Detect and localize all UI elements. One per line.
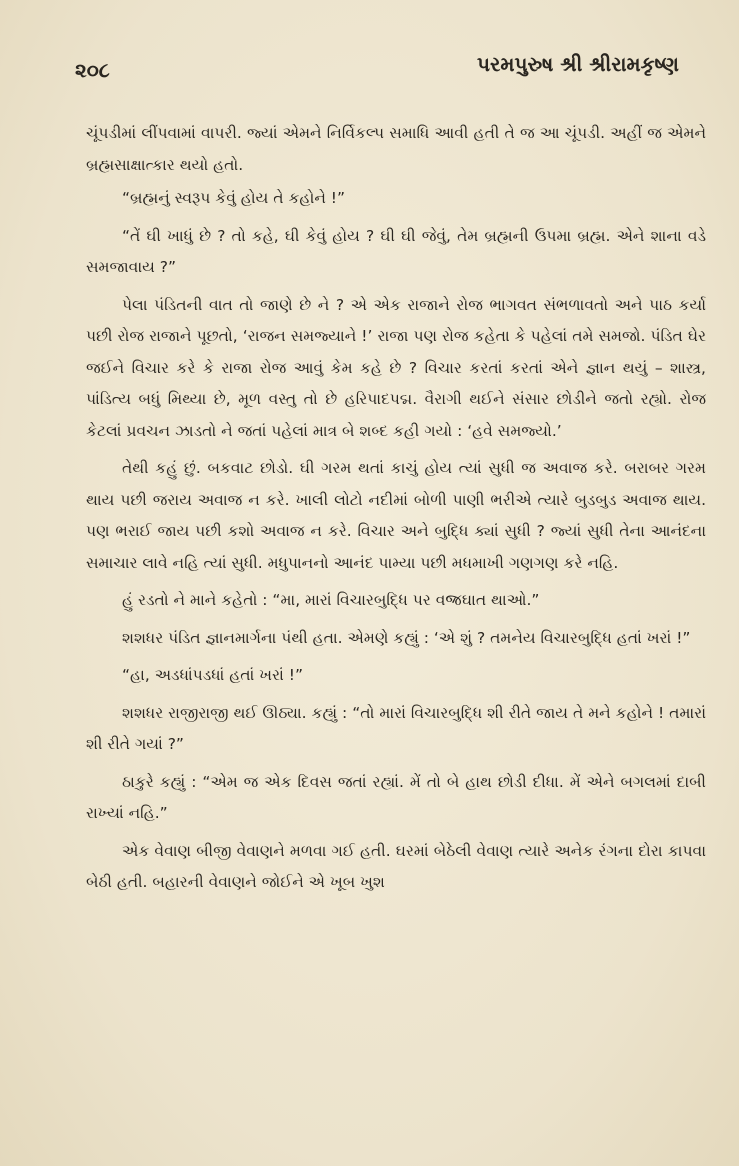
page-number: ૨૦૮: [75, 58, 110, 82]
paragraph: શશધર પંડિત જ્ઞાનમાર્ગના પંથી હતા. એમણે કહ્યું : ‘એ શું ? તમનેય વિચારબુદ્ધિ હતાં ખરાં !”: [122, 628, 691, 647]
body-text: [86, 118, 706, 905]
paragraph: એક વેવાણ બીજી વેવાણને મળવા ગઈ હતી. ઘરમાં બેઠેલી વેવાણ ત્યારે અનેક રંગના દોરા કાપવા બેઠી હતી. બહારની વેવાણને જોઈને એ ખૂબ ખુશ: [86, 841, 706, 891]
paragraph: ચૂંપડીમાં લીંપવામાં વાપરી. જ્યાં એમને નિર્વિકલ્પ સમાધિ આવી હતી તે જ આ ચૂંપડી. અહીં જ એમને બ્રહ્મસાક્ષાત્કાર થયો હતો.: [86, 124, 706, 174]
paragraph: ઠાકુરે કહ્યું : “એમ જ એક દિવસ જતાં રહ્યાં. મેં તો બે હાથ છોડી દીધા. મેં એને બગલમાં દાબી રાખ્યાં નહિ.”: [86, 772, 706, 822]
paragraph: “હા, અડધાંપડધાં હતાં ખરાં !”: [122, 666, 303, 684]
paragraph: પેલા પંડિતની વાત તો જાણે છે ને ? એ એક રાજાને રોજ ભાગવત સંભળાવતો અને પાઠ કર્યા પછી રોજ રાજાને પૂછતો, ‘રાજન સમજ્યાને !’ રાજા પણ રોજ કહેતા કે પહેલાં તમે સમજો. પંડિત ઘેર જઈને વિચાર કરે કે રાજા રોજ આવું કેમ કહે છે ? વિચાર કરતાં કરતાં એને જ્ઞાન થયું – શાસ્ત્ર, પાંડિત્ય બધું મિથ્યા છે, મૂળ વસ્તુ તો છે હરિપાદપદ્મ. વૈરાગી થઈને સંસાર છોડીને જતો રહ્યો. રોજ કેટલાં પ્રવચન ઝાડતો ને જતાં પહેલાં માત્ર બે શબ્દ કહી ગયો : ‘હવે સમજ્યો.’: [86, 295, 706, 440]
page-header: [0, 48, 739, 88]
paragraph: “તેં ઘી ખાધું છે ? તો કહે, ઘી કેવું હોય ? ઘી ઘી જેવું, તેમ બ્રહ્મની ઉપમા બ્રહ્મ. એને શાના વડે સમજાવાય ?”: [86, 226, 706, 276]
paragraph: શશધર રાજીરાજી થઈ ઊઠ્યા. કહ્યું : “તો મારાં વિચારબુદ્ધિ શી રીતે જાય તે મને કહોને ! તમારાં શી રીતે ગયાં ?”: [86, 703, 706, 753]
paragraph: હું રડતો ને માને કહેતો : “મા, મારાં વિચારબુદ્ધિ પર વજ્રઘાત થાઓ.”: [122, 591, 540, 609]
paragraph: તેથી કહું છું. બકવાટ છોડો. ઘી ગરમ થતાં કાચું હોય ત્યાં સુધી જ અવાજ કરે. બરાબર ગરમ થાય પછી જરાય અવાજ ન કરે. ખાલી લોટો નદીમાં બોળી પાણી ભરીએ ત્યારે બુડબુડ અવાજ થાય. પણ ભરાઈ જાય પછી કશો અવાજ ન કરે. વિચાર અને બુદ્ધિ ક્યાં સુધી ? જ્યાં સુધી તેના આનંદના સમાચાર લાવે નહિ ત્યાં સુધી. મધુપાનનો આનંદ પામ્યા પછી મધમાખી ગણગણ કરે નહિ.: [86, 459, 706, 572]
running-title: પરમપુરુષ શ્રી શ્રીરામકૃષ્ણ: [477, 52, 679, 76]
paragraph: “બ્રહ્મનું સ્વરૂપ કેવું હોય તે કહોને !”: [122, 189, 346, 207]
